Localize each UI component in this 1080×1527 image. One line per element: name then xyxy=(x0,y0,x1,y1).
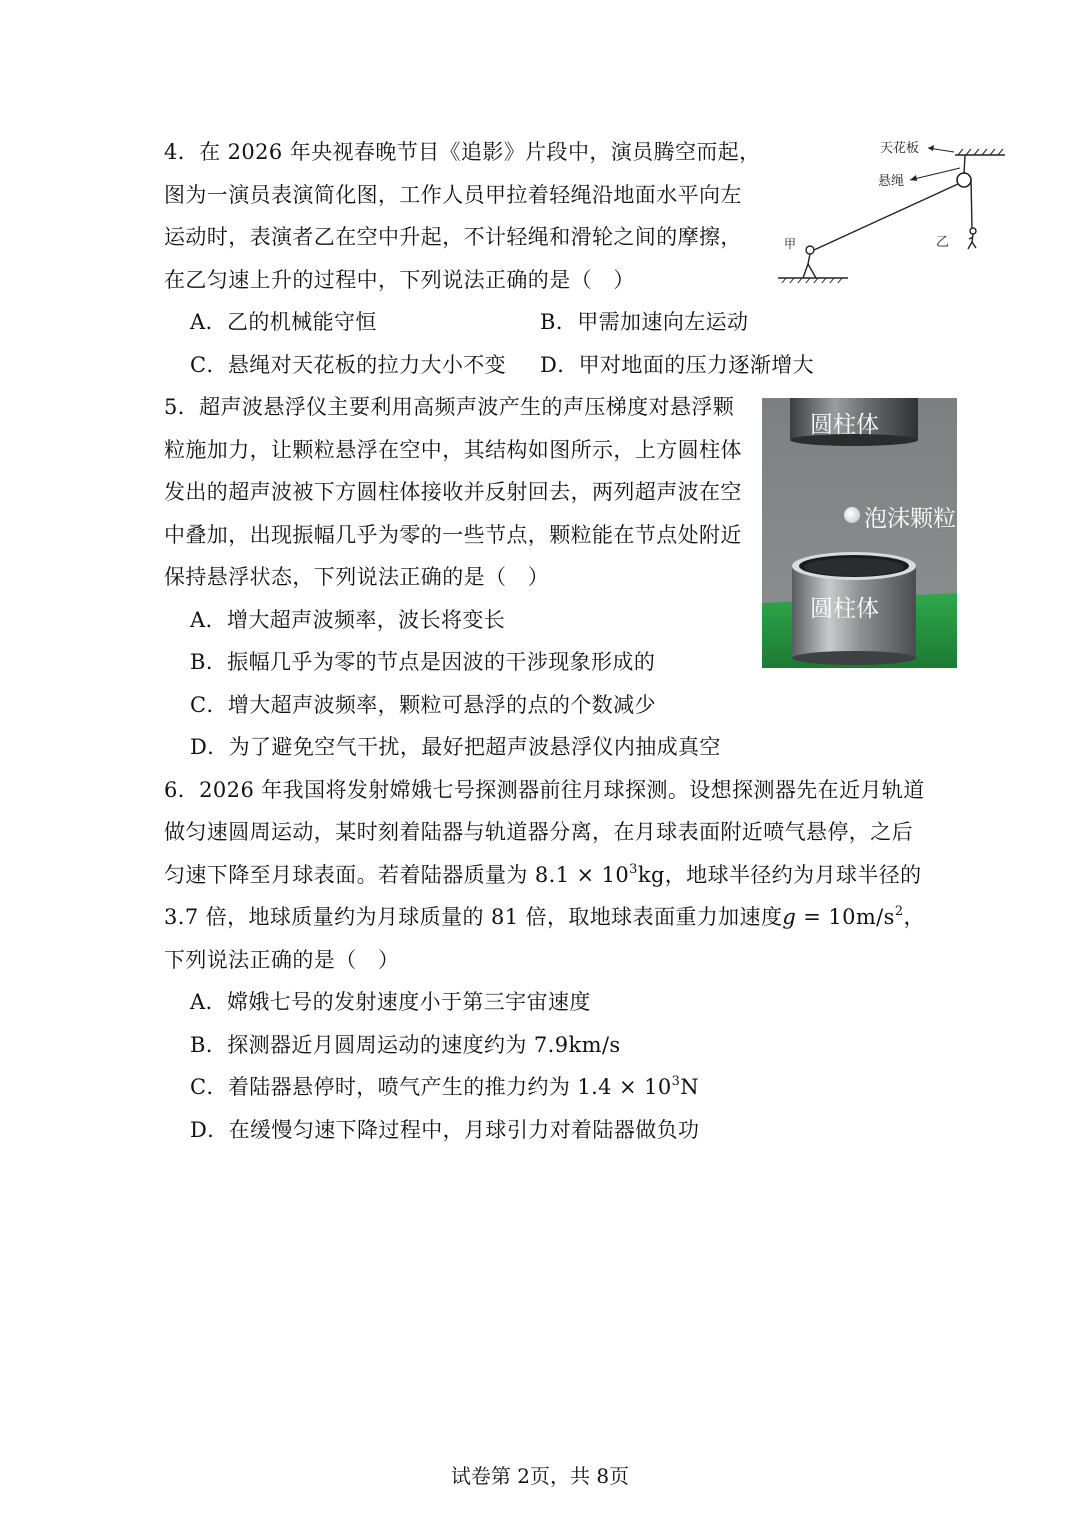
page-footer: 试卷第 2页，共 8页 xyxy=(450,1464,630,1488)
q4-option-a: A．乙的机械能守恒 xyxy=(190,310,377,334)
q6-line-1: 6．2026 年我国将发射嫦娥七号探测器前往月球探测。设想探测器先在近月轨道 xyxy=(164,778,925,802)
photo-particle-label: 泡沫颗粒 xyxy=(864,506,956,532)
q4-line-3: 运动时，表演者乙在空中升起，不计轻绳和滑轮之间的摩擦， xyxy=(164,225,742,249)
foam-particle xyxy=(844,507,860,523)
q5-line-2: 粒施加力，让颗粒悬浮在空中，其结构如图所示，上方圆柱体 xyxy=(164,438,742,462)
pulley-diagram xyxy=(770,130,1010,290)
photo-bottom-cylinder-label: 圆柱体 xyxy=(810,596,879,622)
q6-option-c: C．着陆器悬停时，喷气产生的推力约为 $1.4 \times 10^3N$ xyxy=(190,1074,700,1099)
q4-line-4: 在乙匀速上升的过程中，下列说法正确的是（ ） xyxy=(164,268,635,292)
q6-option-d: D．在缓慢匀速下降过程中，月球引力对着陆器做负功 xyxy=(190,1118,700,1142)
q4-line-1: 4．在 2026 年央视春晚节目《追影》片段中，演员腾空而起， xyxy=(164,140,761,164)
worker-a-figure xyxy=(803,246,816,278)
q5-option-d: D．为了避免空气干扰，最好把超声波悬浮仪内抽成真空 xyxy=(190,735,721,759)
q6-line-5: 下列说法正确的是（ ） xyxy=(164,948,400,972)
ceiling-label: 天花板 xyxy=(880,141,920,156)
q6-line-2: 做匀速圆周运动，某时刻着陆器与轨道器分离，在月球表面附近喷气悬停，之后 xyxy=(164,820,913,844)
person-a-label: 甲 xyxy=(784,237,797,251)
rope-label: 悬绳 xyxy=(878,174,905,189)
pulley xyxy=(957,173,971,187)
photo-top-cylinder-label: 圆柱体 xyxy=(810,412,879,438)
q4-option-c: C．悬绳对天花板的拉力大小不变 xyxy=(190,353,507,377)
q4-option-b: B．甲需加速向左运动 xyxy=(540,310,749,334)
q4-option-d: D．甲对地面的压力逐渐增大 xyxy=(540,353,815,377)
q5-line-4: 中叠加，出现振幅几乎为零的一些节点，颗粒能在节点处附近 xyxy=(164,523,742,547)
person-b-label: 乙 xyxy=(936,235,950,250)
q4-line-2: 图为一演员表演简化图，工作人员甲拉着轻绳沿地面水平向左 xyxy=(164,183,742,207)
q6-line-4: 3.7 倍，地球质量约为月球质量的 81 倍，取地球表面重力加速度$g = 10m/s^2$， xyxy=(164,904,925,929)
q6-option-a: A．嫦娥七号的发射速度小于第三宇宙速度 xyxy=(190,990,591,1014)
q5-option-b: B．振幅几乎为零的节点是因波的干涉现象形成的 xyxy=(190,650,656,674)
q6-line-3: 匀速下降至月球表面。若着陆器质量为 $8.1 \times 10^3kg$，地球半径约为月球半径的 xyxy=(164,862,922,887)
q5-option-a: A．增大超声波频率，波长将变长 xyxy=(190,608,506,632)
levitator-photo xyxy=(762,398,957,668)
q5-option-c: C．增大超声波频率，颗粒可悬浮的点的个数减少 xyxy=(190,693,656,717)
q5-line-5: 保持悬浮状态，下列说法正确的是（ ） xyxy=(164,565,550,589)
performer-b-figure xyxy=(968,228,976,249)
q6-option-b: B．探测器近月圆周运动的速度约为 7.9km/s xyxy=(190,1033,621,1057)
q5-line-3: 发出的超声波被下方圆柱体接收并反射回去，两列超声波在空 xyxy=(164,480,742,504)
q5-line-1: 5．超声波悬浮仪主要利用高频声波产生的声压梯度对悬浮颗 xyxy=(164,395,735,419)
